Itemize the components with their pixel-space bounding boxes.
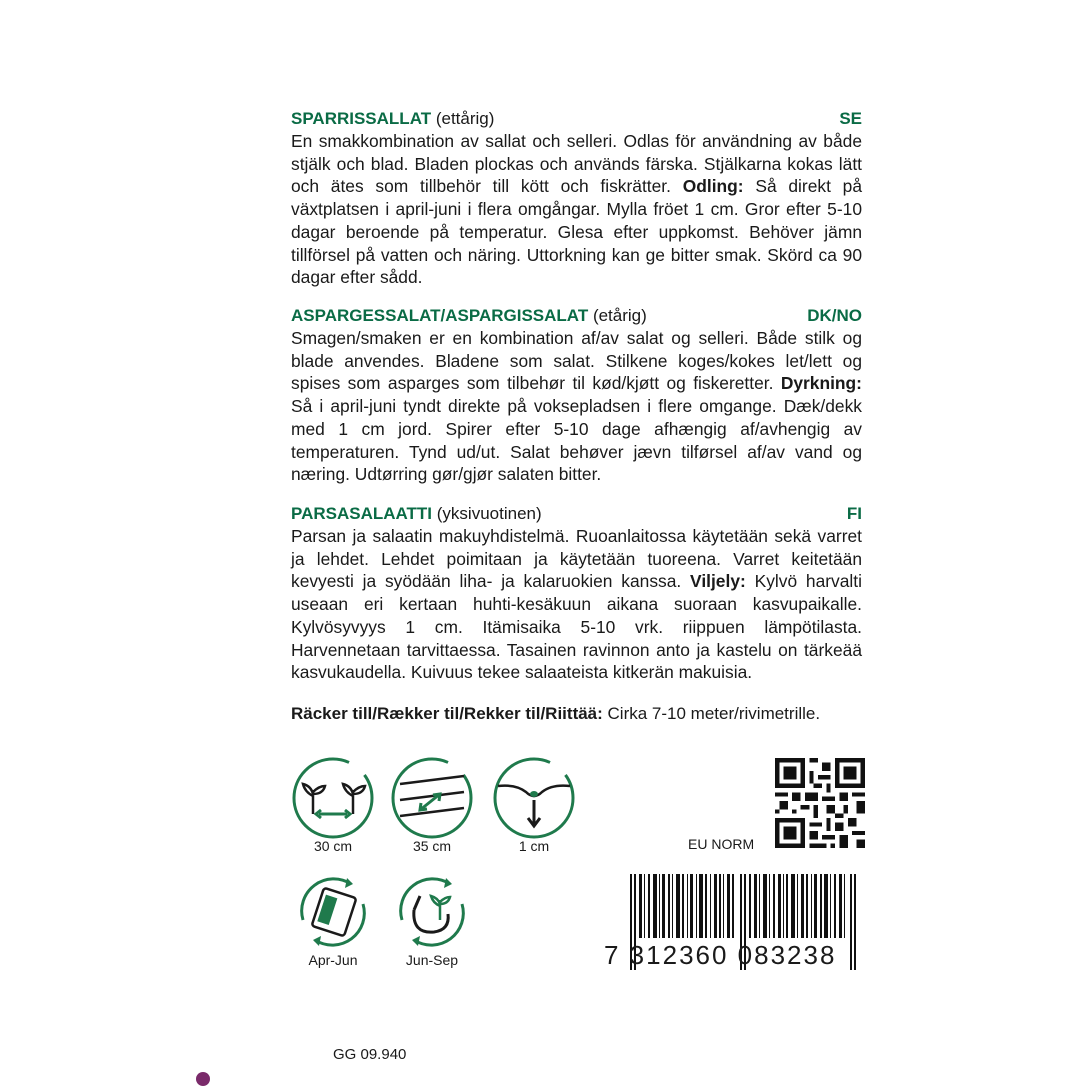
body-bold-label: Viljely: — [690, 571, 746, 592]
section-title: ASPARGESSALAT/ASPARGISSALAT — [291, 306, 589, 325]
body-text: Så i april-juni tyndt direkte på voksepladsen i flere omgange. Dæk/dekk med 1 cm jord. Spirer efter 5-10 dage afhængig af/avhengig av temperaturen. Tynd ud/ut. Salat behøver jævn tilførsel af/av vand og næring. Udtørring gør/gjør salaten bitter. — [291, 396, 862, 485]
section-title: PARSASALAATTI — [291, 504, 433, 523]
section-body — [291, 327, 862, 486]
body-text: En smakkombination av sallat och selleri. Odlas för användning av både stjälk och blad. Bladen plockas och används färska. Stjälkarna kokas lätt och ätes som tillbehör till kött och fiskrätter. — [291, 131, 862, 197]
sowing-time-label: Apr-Jun — [308, 952, 358, 968]
section-body — [291, 525, 862, 684]
language-code: SE — [839, 109, 862, 128]
body-text: Så direkt på växtplatsen i april-juni i flera omgångar. Mylla fröet 1 cm. Gror efter 5-10 dagar beroende på temperatur. Glesa efter uppkomst. Behöver jämn tillförsel på vatten och näring. Uttorkning kan ge bitter smak. Skörd ca 90 dagar efter sådd. — [291, 176, 863, 288]
section-fi — [291, 503, 862, 684]
section-header — [291, 503, 862, 525]
section-header — [291, 108, 862, 130]
qr-code — [775, 758, 865, 848]
body-bold-label: Odling: — [682, 176, 744, 197]
language-code: FI — [846, 504, 862, 523]
sowing-time-icon — [291, 870, 375, 954]
section-title: SPARRISSALLAT — [291, 109, 432, 128]
row-spacing-icon — [390, 756, 474, 840]
seed-amount — [291, 703, 871, 725]
sowing-depth-label: 1 cm — [518, 838, 550, 854]
section-body — [291, 130, 862, 289]
amount-value: Cirka 7-10 meter/rivimetrille. — [607, 704, 821, 723]
amount-label: Räcker till/Rækker til/Rekker til/Riittää: — [291, 704, 603, 723]
barcode-number: 7 312360 083238 — [604, 940, 837, 970]
harvest-time-icon — [390, 870, 474, 954]
harvest-time-label: Jun-Sep — [405, 952, 459, 968]
section-se — [291, 108, 862, 289]
body-text: Kylvö harvalti useaan eri kertaan huhti-kesäkuun aikana suoraan kasvupaikalle. Kylvösyvyys 1 cm. Itämisaika 5-10 vrk. riippuen lämpötilasta. Harvennetaan tarvittaessa. Tasainen ravinnon anto ja kastelu on tärkeää kasvukaudella. Kuivuus tekee salaateista kitkerän makuisia. — [291, 571, 862, 683]
section-subtitle: (etårig) — [592, 306, 647, 325]
plant-spacing-icon — [291, 756, 375, 840]
body-text: Smagen/smaken er en kombination af/av salat og selleri. Både stilk og blade anvendes. Bladene som salat. Stilkene koges/kokes let/lett og spises som asparges som tilbehør til kød/kjøtt og fiskeretter. — [291, 328, 862, 394]
plant-spacing-label: 30 cm — [313, 838, 353, 854]
row-spacing-label: 35 cm — [412, 838, 452, 854]
section-heading — [291, 503, 542, 525]
corner-mark — [196, 1072, 210, 1086]
section-heading — [291, 108, 494, 130]
eu-norm-label: EU NORM — [688, 836, 755, 852]
section-header — [291, 305, 862, 327]
language-code: DK/NO — [807, 306, 862, 325]
product-code: GG 09.940 — [333, 1046, 407, 1063]
section-subtitle: (yksivuotinen) — [436, 504, 542, 523]
section-subtitle: (ettårig) — [435, 109, 495, 128]
sowing-depth-icon — [492, 756, 576, 840]
section-dk-no — [291, 305, 862, 486]
body-bold-label: Dyrkning: — [780, 373, 862, 394]
body-text: Parsan ja salaatin makuyhdistelmä. Ruoanlaitossa käytetään sekä varret ja lehdet. Lehdet poimitaan ja käytetään tuoreena. Varret keitetään kevyesti ja syödään liha- ja kalaruokien kanssa. — [291, 526, 862, 592]
section-heading — [291, 305, 647, 327]
